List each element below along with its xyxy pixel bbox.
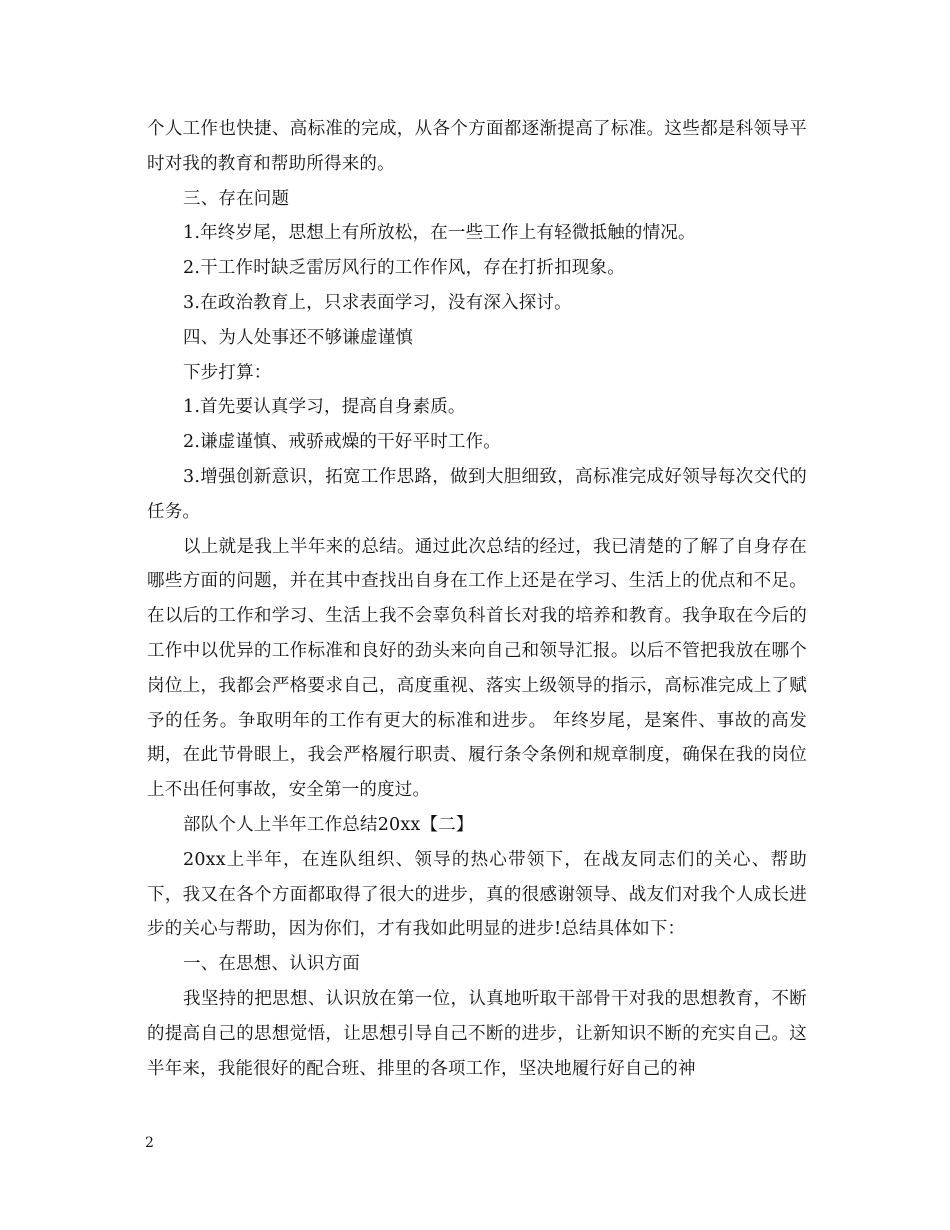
heading-conduct: 四、为人处事还不够谦虚谨慎 bbox=[183, 327, 414, 348]
heading-thought: 一、在思想、认识方面 bbox=[183, 954, 360, 975]
problem-item-2: 2.干工作时缺乏雷厉风行的工作作风，存在打折扣现象。 bbox=[183, 258, 625, 279]
problem-item-3: 3.在政治教育上，只求表面学习，没有深入探讨。 bbox=[183, 292, 572, 313]
plan-item-2: 2.谦虚谨慎、戒骄戒燥的干好平时工作。 bbox=[183, 432, 501, 453]
section-title-two: 部队个人上半年工作总结20xx【二】 bbox=[183, 814, 474, 835]
heading-next-steps: 下步打算： bbox=[183, 362, 272, 383]
paragraph-1: 个人工作也快捷、高标准的完成，从各个方面都逐渐提高了标准。这些都是科领导平时对我的教育和帮助所得来的。 bbox=[147, 119, 807, 174]
plan-item-3: 3.增强创新意识，拓宽工作思路，做到大胆细致，高标准完成好领导每次交代的任务。 bbox=[147, 466, 807, 522]
heading-problems: 三、存在问题 bbox=[183, 188, 290, 209]
page-number: 2 bbox=[145, 1135, 154, 1151]
plan-item-1: 1.首先要认真学习，提高自身素质。 bbox=[183, 397, 466, 418]
document-body bbox=[147, 112, 807, 1086]
summary-paragraph: 以上就是我上半年来的总结。通过此次总结的经过，我已清楚的了解了自身存在哪些方面的问题，并在其中查找出自身在工作上还是在学习、生活上的优点和不足。在以后的工作和学习、生活上我不会辜负科首长对我的培养和教育。我争取在今后的工作中以优异的工作标准和良好的劲头来向自己和领导汇报。以后不管把我放在哪个岗位上，我都会严格要求自己，高度重视、落实上级领导的指示，高标准完成上了赋予的任务。争取明年的工作有更大的标准和进步。 年终岁尾，是案件、事故的高发期，在此节骨眼上，我会严格履行职责、履行条令条例和规章制度，确保在我的岗位上不出任何事故，安全第一的度过。 bbox=[147, 536, 807, 801]
thought-paragraph: 我坚持的把思想、认识放在第一位，认真地听取干部骨干对我的思想教育，不断的提高自己的思想觉悟，让思想引导自己不断的进步，让新知识不断的充实自己。这半年来，我能很好的配合班、排里的各项工作，坚决地履行好自己的神 bbox=[147, 988, 807, 1079]
intro-paragraph-two: 20xx上半年，在连队组织、领导的热心带领下，在战友同志们的关心、帮助下，我又在各个方面都取得了很大的进步，真的很感谢领导、战友们对我个人成长进步的关心与帮助，因为你们，才有我如此明显的进步!总结具体如下： bbox=[147, 849, 807, 940]
problem-item-1: 1.年终岁尾，思想上有所放松，在一些工作上有轻微抵触的情况。 bbox=[183, 223, 696, 244]
